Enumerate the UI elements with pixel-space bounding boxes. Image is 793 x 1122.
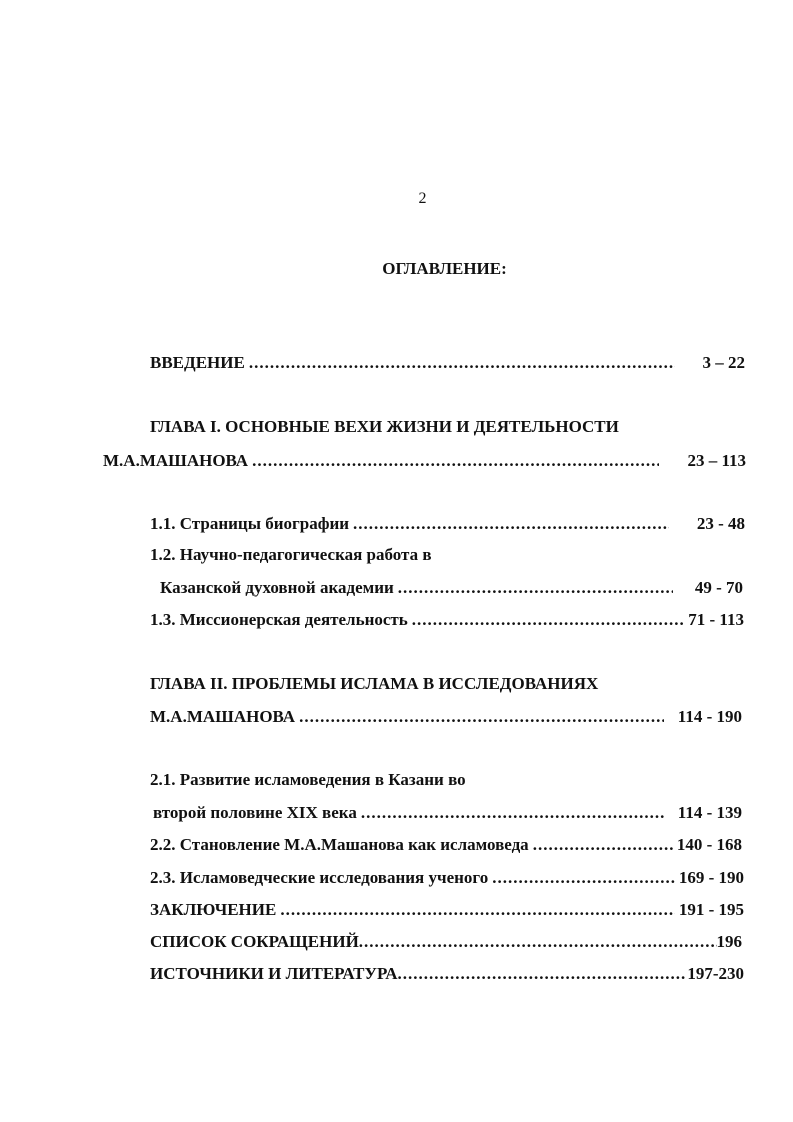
leader-dots — [361, 803, 664, 823]
leader-dots — [492, 868, 675, 888]
toc-entry-label: 1.3. Миссионерская деятельность — [150, 610, 408, 629]
toc-entry-1-1 — [150, 514, 745, 534]
toc-chapter1-title-line1: ГЛАВА I. ОСНОВНЫЕ ВЕХИ ЖИЗНИ И ДЕЯТЕЛЬНОСТИ — [150, 417, 619, 436]
toc-entry-label: 2.3. Исламоведческие исследования ученого — [150, 868, 489, 887]
toc-entry-label: ЗАКЛЮЧЕНИЕ — [150, 900, 277, 919]
toc-entry-pages: 191 - 195 — [678, 900, 744, 919]
toc-entry-abbreviations — [150, 932, 742, 952]
toc-entry-conclusion — [150, 900, 744, 920]
toc-entry-label: М.А.МАШАНОВА — [150, 707, 296, 726]
leader-dots — [398, 578, 673, 598]
toc-entry-label: М.А.МАШАНОВА — [103, 451, 249, 470]
page-number: 2 — [418, 190, 427, 207]
toc-entry-pages: 140 - 168 — [676, 835, 742, 854]
toc-entry-pages: 196 — [716, 932, 742, 951]
leader-dots — [397, 964, 687, 984]
toc-entry-pages: 23 - 48 — [696, 514, 745, 533]
toc-entry-chapter1 — [103, 451, 746, 471]
toc-entry-pages: 197-230 — [687, 964, 744, 983]
toc-entry-pages: 3 – 22 — [702, 353, 745, 372]
toc-entry-label: СПИСОК СОКРАЩЕНИЙ — [150, 932, 359, 951]
leader-dots — [252, 451, 659, 471]
toc-chapter2-title-line1: ГЛАВА II. ПРОБЛЕМЫ ИСЛАМА В ИССЛЕДОВАНИЯХ — [150, 674, 599, 693]
toc-entry-pages: 23 – 113 — [687, 451, 746, 470]
leader-dots — [412, 610, 685, 630]
leader-dots — [249, 353, 675, 373]
leader-dots — [359, 932, 717, 952]
toc-entry-1-2-line1: 1.2. Научно-педагогическая работа в — [150, 545, 432, 564]
toc-entry-2-1 — [153, 803, 742, 823]
toc-entry-sources — [150, 964, 744, 984]
toc-entry-1-3 — [150, 610, 744, 630]
toc-entry-label: ИСТОЧНИКИ И ЛИТЕРАТУРА — [150, 964, 398, 983]
toc-entry-label: 2.2. Становление М.А.Машанова как исламоведа — [150, 835, 529, 854]
toc-entry-label: второй половине XIX века — [153, 803, 357, 822]
toc-entry-pages: 49 - 70 — [694, 578, 743, 597]
toc-entry-intro — [150, 353, 745, 373]
toc-entry-pages: 71 - 113 — [688, 610, 744, 629]
toc-heading: ОГЛАВЛЕНИЕ: — [382, 259, 507, 278]
toc-entry-2-1-line1: 2.1. Развитие исламоведения в Казани во — [150, 770, 466, 789]
toc-entry-pages: 114 - 190 — [677, 707, 742, 726]
leader-dots — [353, 514, 669, 534]
toc-entry-label: Казанской духовной академии — [160, 578, 394, 597]
toc-entry-pages: 114 - 139 — [677, 803, 742, 822]
leader-dots — [299, 707, 664, 727]
leader-dots — [280, 900, 674, 920]
toc-entry-2-2 — [150, 835, 742, 855]
toc-entry-2-3 — [150, 868, 744, 888]
toc-entry-pages: 169 - 190 — [678, 868, 744, 887]
toc-entry-chapter2 — [150, 707, 742, 727]
leader-dots — [533, 835, 673, 855]
toc-entry-label: 1.1. Страницы биографии — [150, 514, 350, 533]
toc-entry-1-2 — [160, 578, 743, 598]
toc-entry-label: ВВЕДЕНИЕ — [150, 353, 245, 372]
